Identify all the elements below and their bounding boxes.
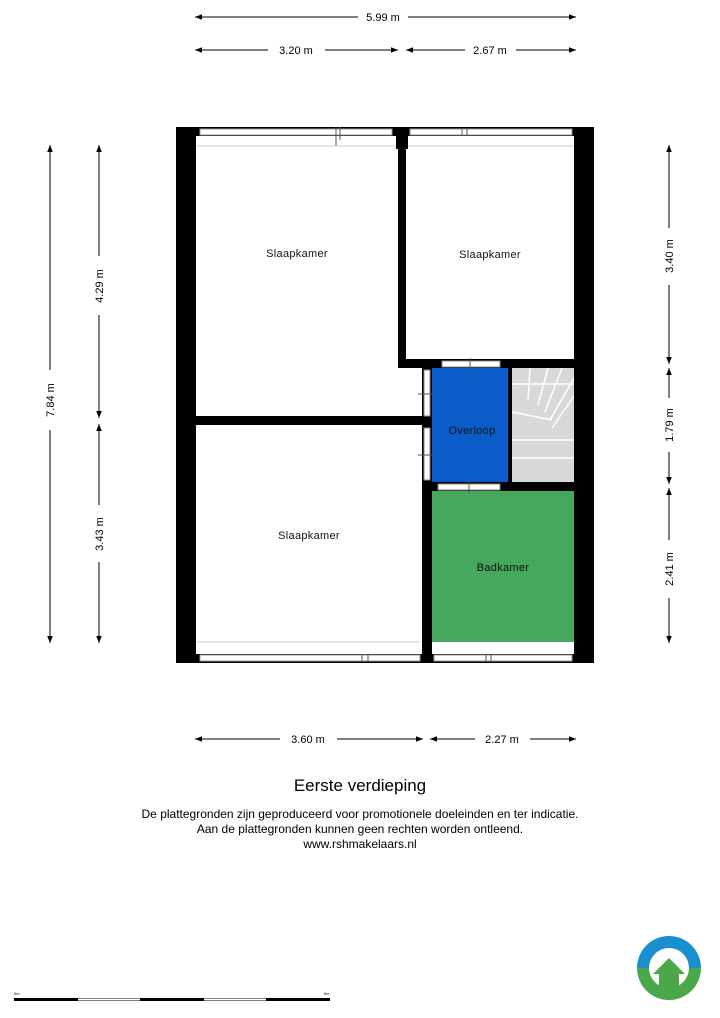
dim-left-lower: 3.43 m bbox=[94, 517, 106, 551]
disclaimer-line-1: De plattegronden zijn geproduceerd voor promotionele doeleinden en ter indicatie. bbox=[141, 807, 579, 821]
room-label-bathroom: Badkamer bbox=[476, 562, 530, 574]
room-label-landing: Overloop bbox=[448, 425, 496, 437]
house-logo-icon bbox=[637, 936, 701, 1000]
dim-left-total: 7.84 m bbox=[45, 383, 57, 417]
room-label-bedroom-top-left: Slaapkamer bbox=[266, 248, 328, 260]
dim-top-right: 2.67 m bbox=[473, 45, 507, 57]
floor-title: Eerste verdieping bbox=[293, 776, 427, 795]
staircase bbox=[512, 368, 574, 482]
dim-left-upper: 4.29 m bbox=[94, 269, 106, 303]
dim-bottom-right: 2.27 m bbox=[485, 734, 519, 746]
disclaimer-line-2: Aan de plattegronden kunnen geen rechten worden ontleend. bbox=[196, 822, 524, 836]
scale-label-start: 0m bbox=[14, 991, 20, 996]
room-label-bedroom-bottom: Slaapkamer bbox=[278, 530, 340, 542]
dim-top-left: 3.20 m bbox=[279, 45, 313, 57]
dim-right-lower: 2.41 m bbox=[664, 552, 676, 586]
dim-bottom-left: 3.60 m bbox=[291, 734, 325, 746]
scale-label-end: 5m bbox=[324, 991, 330, 996]
website-link[interactable]: www.rshmakelaars.nl bbox=[303, 837, 417, 851]
dim-top-total: 5.99 m bbox=[366, 12, 400, 24]
dim-right-upper: 3.40 m bbox=[664, 239, 676, 273]
dim-right-middle: 1.79 m bbox=[664, 408, 676, 442]
scale-bar bbox=[14, 991, 330, 1001]
room-label-bedroom-top-right: Slaapkamer bbox=[459, 249, 521, 261]
